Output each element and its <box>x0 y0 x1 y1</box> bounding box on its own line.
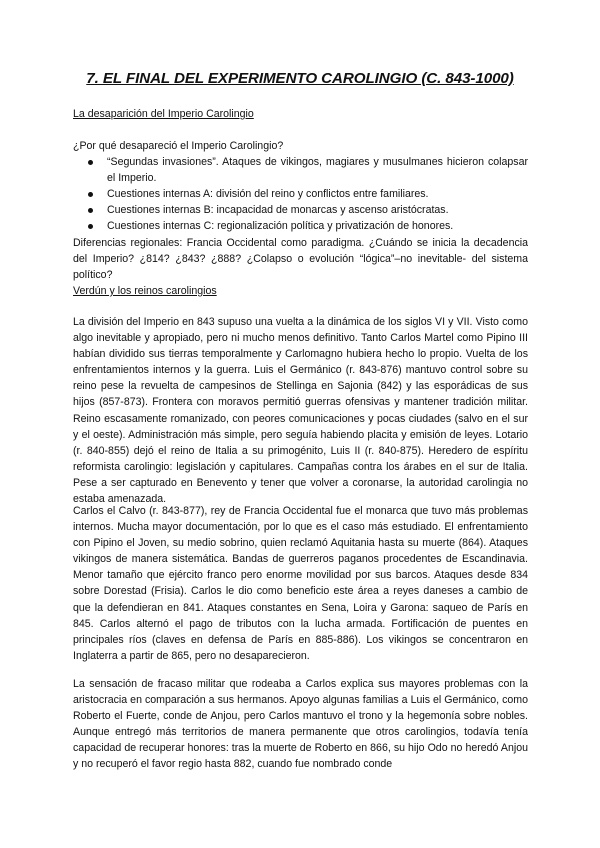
document-title: 7. EL FINAL DEL EXPERIMENTO CAROLINGIO (C. 843-1000) <box>86 70 514 87</box>
causes-list <box>73 154 528 234</box>
section-heading-verdun: Verdún y los reinos carolingios <box>73 285 217 297</box>
list-item: Cuestiones internas C: regionalización política y privatización de honores. <box>107 218 528 234</box>
list-item: “Segundas invasiones”. Ataques de vikingos, magiares y musulmanes hicieron colapsar el Imperio. <box>107 154 528 186</box>
paragraph-division-imperio: La división del Imperio en 843 supuso una vuelta a la dinámica de los siglos VI y VII. Visto como algo inevitable y apropiado, pero ni mucho menos definitivo. Tanto Carlos Martel como Pipino III habían dividido sus tierras temporalmente y Carlomagno hubiera hecho lo propio. Vuelta de los enfrentamientos internos y la guerra. Luis el Germánico (r. 843-876) mantuvo control sobre su reino pese la revuelta de campesinos de Stellinga en Sajonia (842) y las esporádicas de sus hijos (857-873). Frontera con moravos permitió guerras ofensivas y mantener tradición militar. Reino escasamente romanizado, con peores comunicaciones y pocas ciudades (salvo en el sur y el oeste). Administración más simple, pero seguía habiendo placita y emisión de leyes. Lotario (r. 840-855) dejó el reino de Italia a su primogénito, Luis II (r. 840-875). Heredero de espíritu reformista carolingio: legislación y capitulares. Campañas contra los árabes en el sur de Italia. Pese a ser capturado en Benevento y tener que volver a coronarse, la autoridad carolingia no estaba amenazada. <box>73 316 528 506</box>
list-item: Cuestiones internas A: división del reino y conflictos entre familiares. <box>107 186 528 202</box>
section-desaparicion-body <box>73 138 528 283</box>
paragraph-fracaso-militar: La sensación de fracaso militar que rodeaba a Carlos explica sus mayores problemas con la aristocracia en comparación a sus hermanos. Apoyo algunas familias a Luis el Germánico, como Roberto el Fuerte, conde de Anjou, pero Carlos mantuvo el trono y la hegemonía sobre nobles. Aunque entregó más territorios de manera permanente que otros carolingios, todavía tenía capacidad de recuperar honores: tras la muerte de Roberto en 866, su hijo Odo no heredó Anjou y no recuperó el favor regio hasta 882, cuando fue nombrado conde <box>73 678 528 771</box>
regional-differences-paragraph: Diferencias regionales: Francia Occidental como paradigma. ¿Cuándo se inicia la decadencia del Imperio? ¿814? ¿843? ¿888? ¿Colapso o evolución “lógica”–no inevitable- del sistema político? <box>73 236 528 281</box>
paragraph-carlos-el-calvo: Carlos el Calvo (r. 843-877), rey de Francia Occidental fue el monarca que tuvo más problemas internos. Mucha mayor documentación, por lo que es el caso más estudiado. El enfrentamiento con Pipino el Joven, su medio sobrino, quien reclamó Aquitania hasta su muerte (864). Ataques vikingos de manera sistemática. Bandas de guerreros paganos procedentes de Escandinavia. Menor tamaño que ejército franco pero enorme movilidad por sus barcos. Ataques desde 834 sobre Dorestad (Frisia). Carlos le dio como beneficio este área a reyes daneses a cambio de que la defendieran en 841. Ataques constantes en Sena, Loira y Garona: saqueo de París en 845. Carlos alternó el pago de tributos con la lucha armada. Fortificación de puentes en principales ríos (claves en defensa de París en 885-886). Los vikingos se concentraron en Inglaterra a partir de 865, pero no desaparecieron. <box>73 505 528 662</box>
list-item: Cuestiones internas B: incapacidad de monarcas y ascenso aristócratas. <box>107 202 528 218</box>
section-question: ¿Por qué desapareció el Imperio Carolingio? <box>73 140 284 152</box>
section-heading-desaparicion: La desaparición del Imperio Carolingio <box>73 108 254 120</box>
